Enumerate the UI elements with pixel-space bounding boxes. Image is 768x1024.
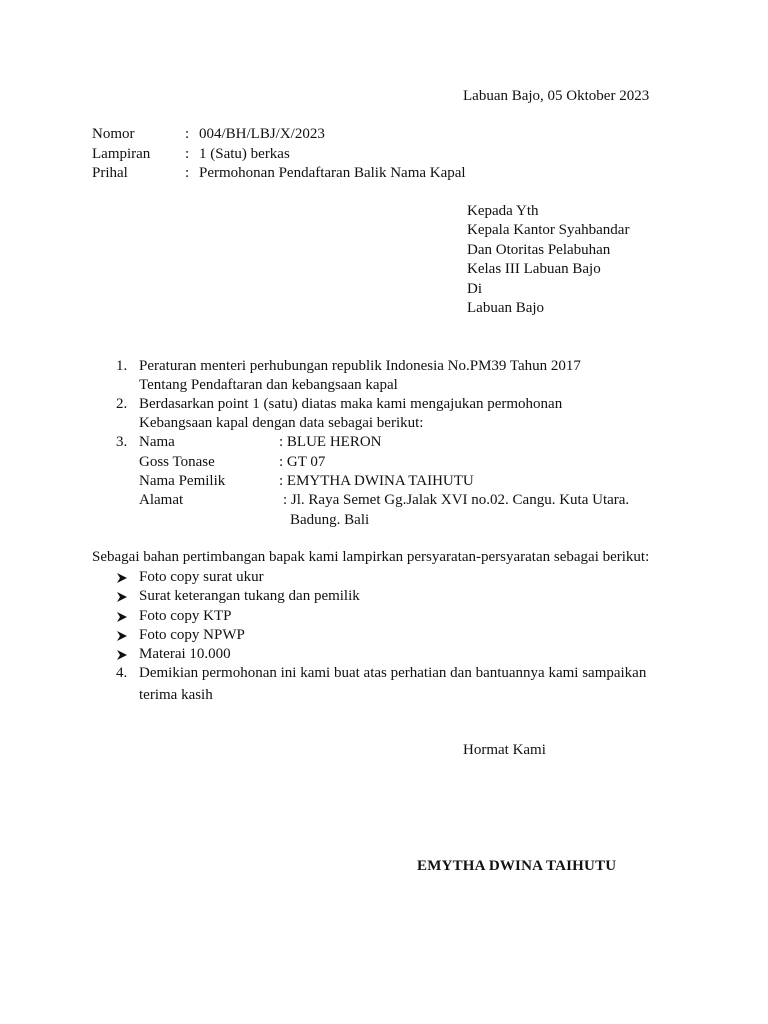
nomor-colon: : [185, 126, 190, 142]
prihal-colon: : [185, 165, 190, 181]
arrowhead-bullet-icon [116, 649, 128, 661]
point-1-number: 1. [116, 358, 128, 374]
attachment-item: Materai 10.000 [139, 646, 231, 662]
point-4-number: 4. [116, 665, 128, 681]
arrowhead-bullet-icon [116, 572, 128, 584]
point-2-line-1: Berdasarkan point 1 (satu) diatas maka kami mengajukan permohonan [139, 396, 563, 412]
point-1-line-2: Tentang Pendaftaran dan kebangsaan kapal [139, 377, 398, 393]
letter-date: Labuan Bajo, 05 Oktober 2023 [463, 88, 650, 104]
point-4-line-2: terima kasih [139, 687, 213, 703]
lampiran-value: 1 (Satu) berkas [199, 146, 290, 162]
ship-tonnage-value: : GT 07 [279, 454, 326, 470]
arrowhead-bullet-icon [116, 630, 128, 642]
signer-name: EMYTHA DWINA TAIHUTU [417, 858, 617, 874]
attachments-intro: Sebagai bahan pertimbangan bapak kami lampirkan persyaratan-persyaratan sebagai berikut: [92, 549, 650, 565]
recipient-line: Kepala Kantor Syahbandar [467, 222, 630, 239]
point-1-line-1: Peraturan menteri perhubungan republik Indonesia No.PM39 Tahun 2017 [139, 358, 581, 374]
ship-owner-label: Nama Pemilik [139, 473, 226, 489]
recipient-line: Di [467, 280, 482, 297]
ship-name-value: : BLUE HERON [279, 434, 382, 450]
point-2-line-2: Kebangsaan kapal dengan data sebagai berikut: [139, 415, 424, 431]
ship-tonnage-label: Goss Tonase [139, 454, 215, 470]
nomor-value: 004/BH/LBJ/X/2023 [199, 126, 325, 142]
prihal-value: Permohonan Pendaftaran Balik Nama Kapal [199, 165, 466, 181]
attachment-item: Foto copy NPWP [139, 627, 245, 643]
recipient-line: Dan Otoritas Pelabuhan [467, 241, 611, 258]
recipient-line: Kelas III Labuan Bajo [467, 261, 601, 278]
arrowhead-bullet-icon [116, 591, 128, 603]
nomor-label: Nomor [92, 126, 135, 142]
recipient-line: Kepada Yth [467, 203, 539, 219]
point-4-line-1: Demikian permohonan ini kami buat atas perhatian dan bantuannya kami sampaikan [139, 665, 647, 681]
ship-address-value-1: : Jl. Raya Semet Gg.Jalak XVI no.02. Cangu. Kuta Utara. [283, 492, 630, 508]
arrowhead-bullet-icon [116, 611, 128, 623]
lampiran-colon: : [185, 146, 190, 162]
closing-salutation: Hormat Kami [463, 742, 546, 758]
ship-address-value-2: Badung. Bali [290, 512, 370, 528]
attachment-item: Surat keterangan tukang dan pemilik [139, 588, 360, 604]
attachment-item: Foto copy surat ukur [139, 569, 264, 585]
recipient-block [467, 202, 629, 318]
prihal-label: Prihal [92, 165, 128, 181]
point-2-number: 2. [116, 396, 128, 412]
recipient-line: Labuan Bajo [467, 300, 545, 317]
lampiran-label: Lampiran [92, 146, 151, 162]
point-3-number: 3. [116, 434, 128, 450]
attachment-item: Foto copy KTP [139, 608, 232, 624]
ship-address-label: Alamat [139, 492, 184, 508]
ship-name-label: Nama [139, 434, 175, 450]
ship-owner-value: : EMYTHA DWINA TAIHUTU [279, 473, 474, 489]
